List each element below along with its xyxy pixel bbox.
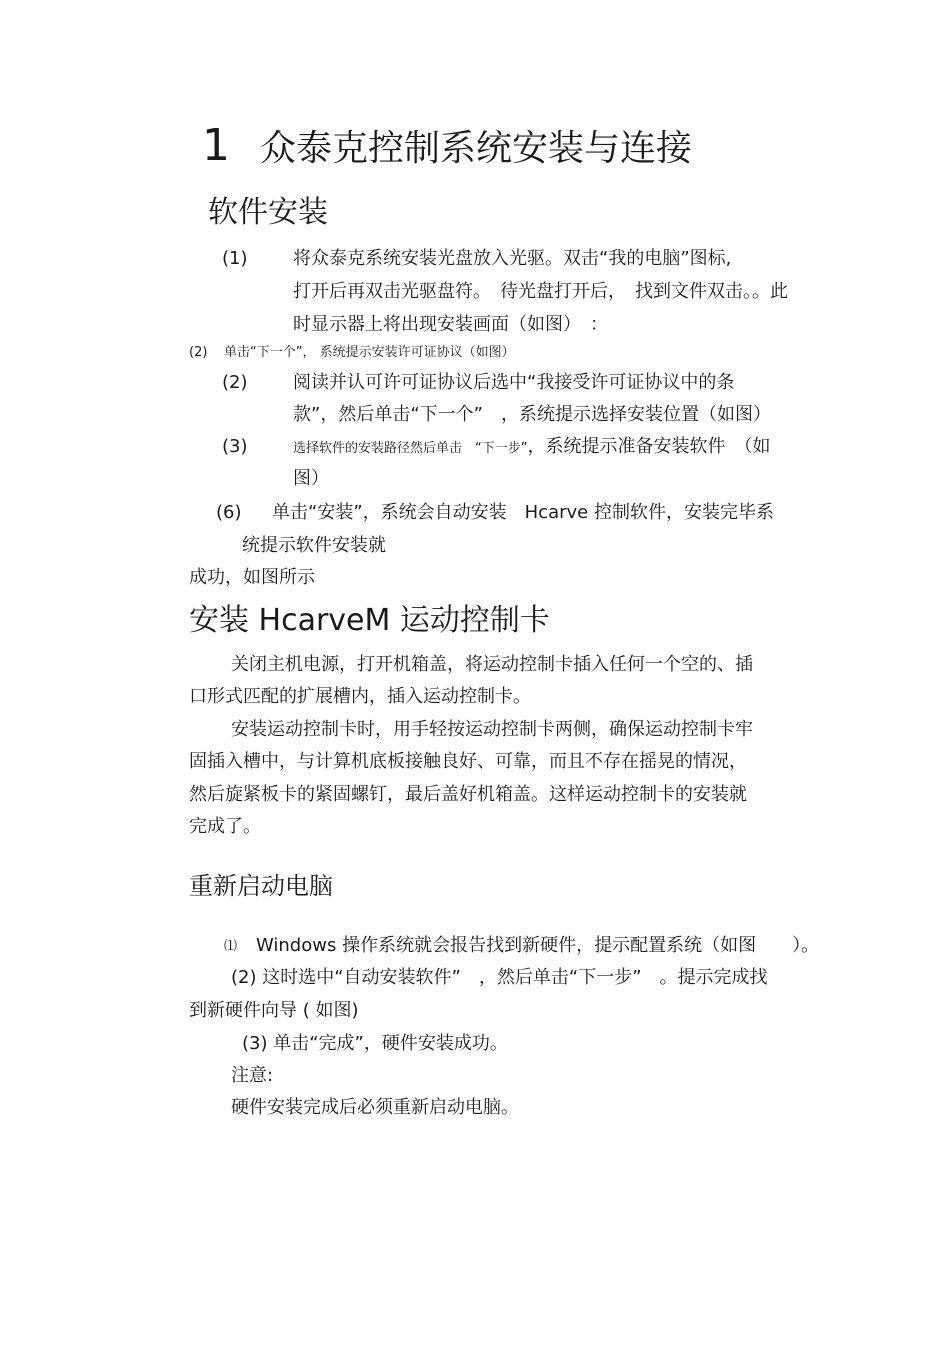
- step-2-line-2: 款”，然后单击“下一个” ，系统提示选择安装位置（如图）: [293, 404, 771, 425]
- step-2-small-marker: (2): [189, 345, 208, 360]
- software-install-heading: 软件安装: [208, 195, 328, 230]
- restart-step-2-line-2: 到新硬件向导 ( 如图): [189, 1000, 359, 1021]
- restart-step-1-text: Windows 操作系统就会报告找到新硬件，提示配置系统（如图 ）。: [256, 935, 820, 956]
- step-2-marker: (2): [222, 372, 248, 393]
- chapter-number: 1: [202, 120, 230, 171]
- step-6-line-2: 统提示软件安装就: [242, 535, 386, 556]
- step-1-line-1: 将众泰克系统安装光盘放入光驱。双击“我的电脑”图标,: [293, 248, 732, 269]
- step-3-marker: (3): [222, 436, 248, 457]
- step-2-small-text: 单击“下一个”， 系统提示安装许可证协议（如图）: [224, 345, 515, 360]
- restart-step-2-line-1: (2) 这时选中“自动安装软件” ，然后单击“下一步” 。提示完成找: [231, 967, 768, 988]
- step-1-line-3: 时显示器上将出现安装画面（如图） ：: [293, 314, 608, 335]
- chapter-title: 众泰克控制系统安装与连接: [260, 128, 693, 169]
- restart-heading: 重新启动电脑: [189, 872, 333, 900]
- step-6-line-3: 成功，如图所示: [189, 567, 315, 588]
- step-3-line-1: [293, 438, 770, 456]
- restart-step-3: (3) 单击“完成”，硬件安装成功。: [242, 1033, 508, 1054]
- step-1-line-2: 打开后再双击光驱盘符。 待光盘打开后， 找到文件双击。。此: [293, 281, 788, 302]
- note-label: 注意:: [231, 1065, 274, 1086]
- page-title: [202, 120, 693, 171]
- step-6-marker: (6): [216, 502, 242, 523]
- card-para-2-line-2: 固插入槽中，与计算机底板接触良好、可靠，而且不存在摇晃的情况，: [189, 751, 747, 772]
- card-para-2-line-3: 然后旋紧板卡的紧固螺钉，最后盖好机箱盖。这样运动控制卡的安装就: [189, 784, 747, 805]
- card-para-1-line-2: 口形式匹配的扩展槽内，插入运动控制卡。: [189, 686, 531, 707]
- step-6-line-1: 单击“安装”，系统会自动安装 Hcarve 控制软件，安装完毕系: [272, 502, 774, 523]
- card-para-2-line-4: 完成了。: [189, 816, 261, 837]
- card-install-heading: 安装 HcarveM 运动控制卡: [189, 603, 550, 638]
- restart-step-1-marker: ⑴: [224, 939, 238, 954]
- card-para-2-line-1: 安装运动控制卡时，用手轻按运动控制卡两侧，确保运动控制卡牢: [231, 719, 753, 740]
- step-1-marker: (1): [222, 248, 248, 269]
- note-text: 硬件安装完成后必须重新启动电脑。: [231, 1097, 519, 1118]
- step-3-text: ，系统提示准备安装软件 （如: [527, 436, 771, 457]
- step-2-line-1: 阅读并认可许可证协议后选中“我接受许可证协议中的条: [293, 372, 735, 393]
- step-3-line-2: 图）: [293, 468, 329, 489]
- step-3-small-text: 选择软件的安装路径然后单击 “下一步”: [293, 441, 528, 456]
- card-para-1-line-1: 关闭主机电源，打开机箱盖，将运动控制卡插入任何一个空的、插: [231, 654, 753, 675]
